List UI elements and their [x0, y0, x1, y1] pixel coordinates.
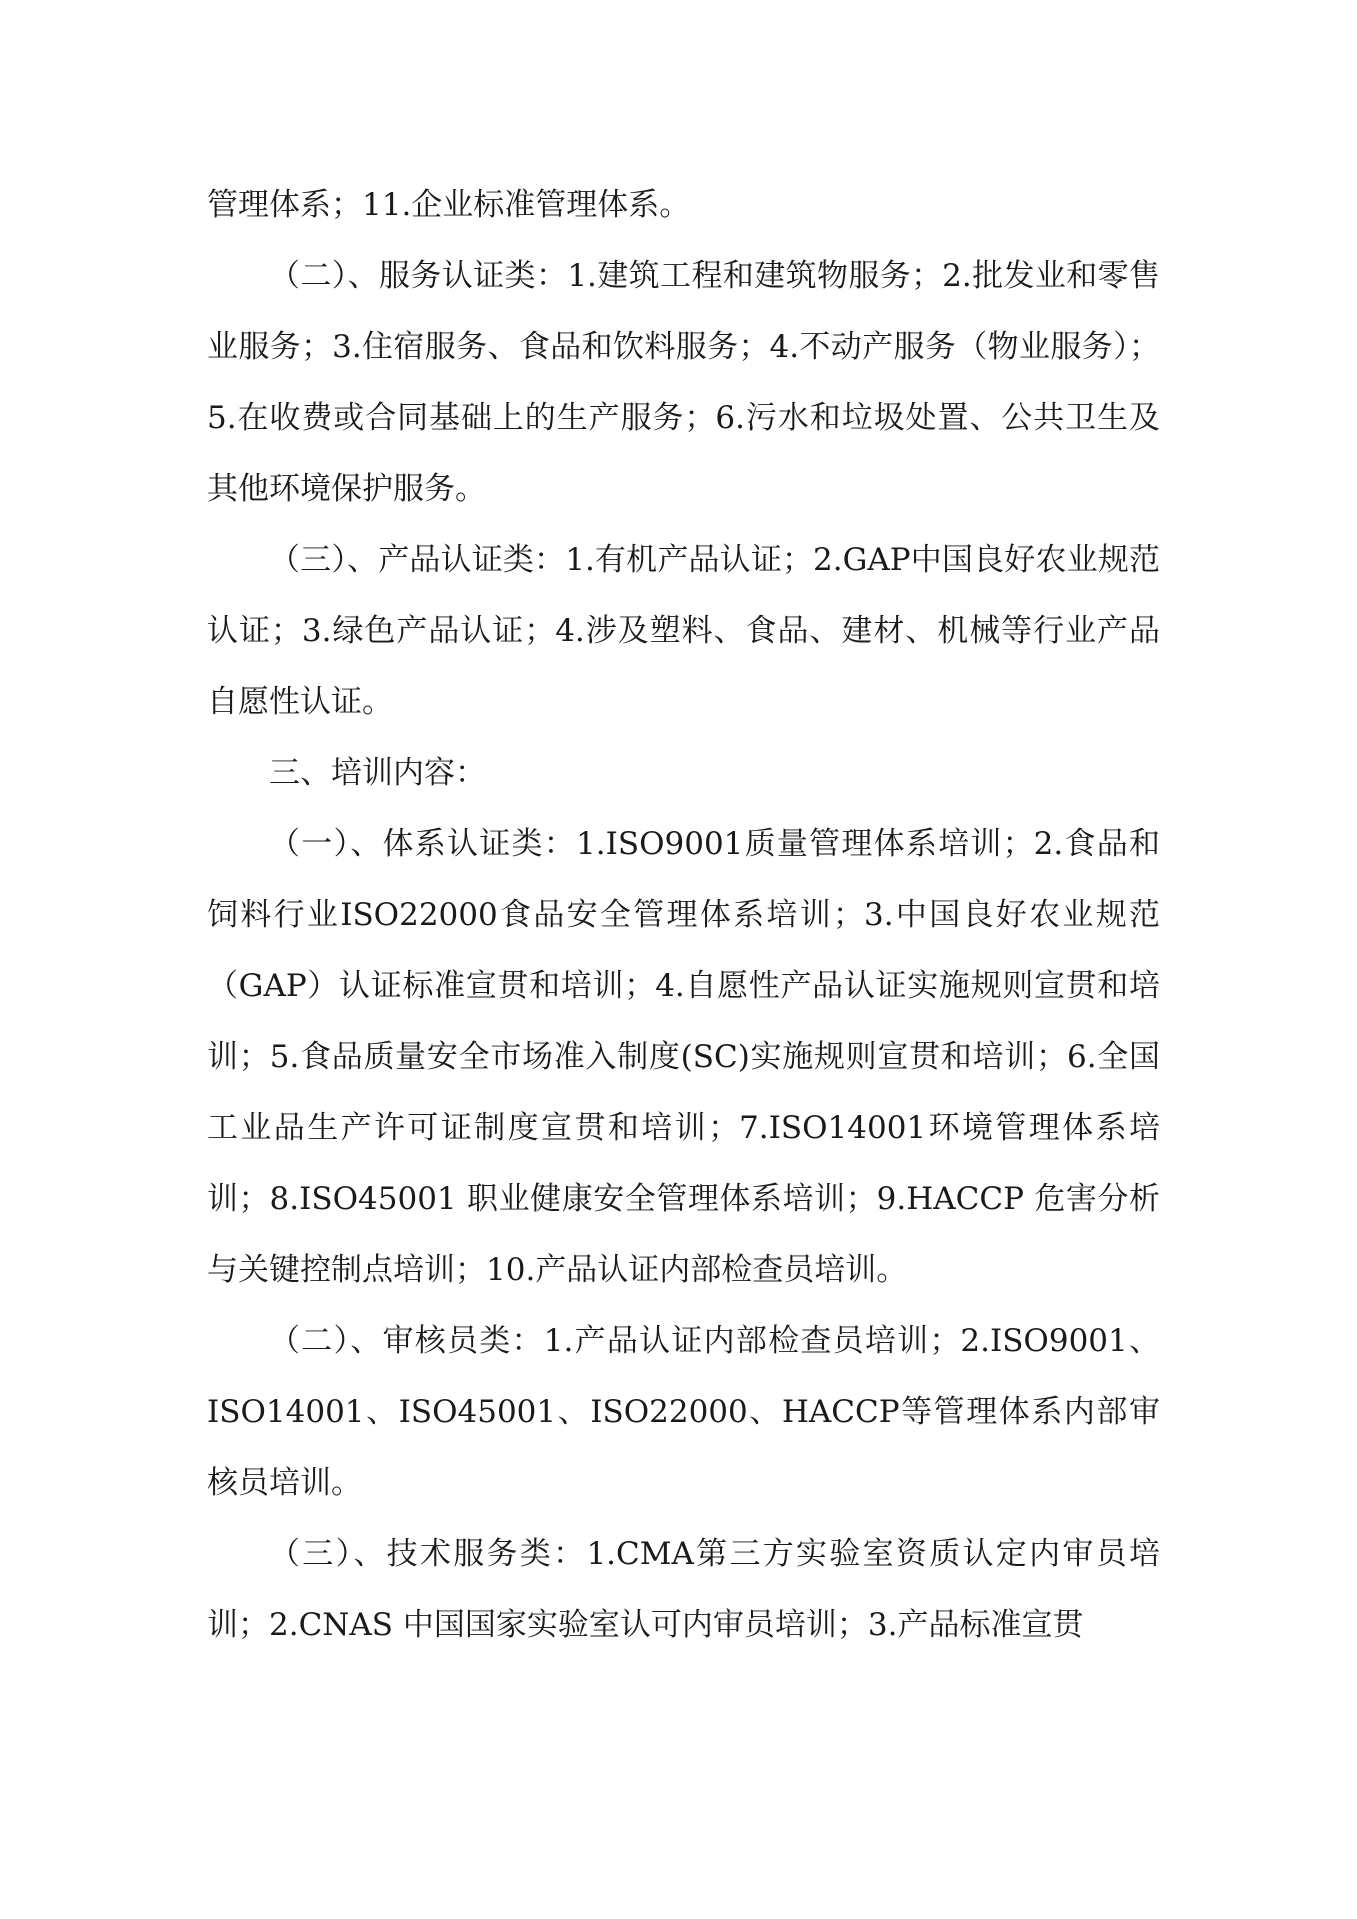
document-body [207, 170, 1160, 1661]
paragraph-product-certification: （三）、产品认证类：1.有机产品认证；2.GAP中国良好农业规范认证；3.绿色产品认证；4.涉及塑料、食品、建材、机械等行业产品自愿性认证。 [207, 542, 1160, 720]
paragraph-technical-service-training: （三）、技术服务类：1.CMA第三方实验室资质认定内审员培训；2.CNAS 中国国家实验室认可内审员培训；3.产品标准宣贯 [207, 1536, 1160, 1643]
section-heading-training-content: 三、培训内容： [269, 755, 486, 791]
paragraph-service-certification: （二）、服务认证类：1.建筑工程和建筑物服务；2.批发业和零售业服务；3.住宿服务、食品和饮料服务；4.不动产服务（物业服务）；5.在收费或合同基础上的生产服务；6.污水和垃圾处置、公共卫生及其他环境保护服务。 [207, 258, 1160, 507]
paragraph-management-system-continued: 管理体系；11.企业标准管理体系。 [207, 187, 691, 223]
paragraph-system-certification-training: （一）、体系认证类：1.ISO9001质量管理体系培训；2.食品和饲料行业ISO22000食品安全管理体系培训；3.中国良好农业规范（GAP）认证标准宣贯和培训；4.自愿性产品认证实施规则宣贯和培训；5.食品质量安全市场准入制度(SC)实施规则宣贯和培训；6.全国工业品生产许可证制度宣贯和培训；7.ISO14001环境管理体系培训；8.ISO45001 职业健康安全管理体系培训；9.HACCP 危害分析与关键控制点培训；10.产品认证内部检查员培训。 [207, 826, 1160, 1288]
paragraph-auditor-training: （二）、审核员类：1.产品认证内部检查员培训；2.ISO9001、ISO14001、ISO45001、ISO22000、HACCP等管理体系内部审核员培训。 [207, 1323, 1160, 1501]
